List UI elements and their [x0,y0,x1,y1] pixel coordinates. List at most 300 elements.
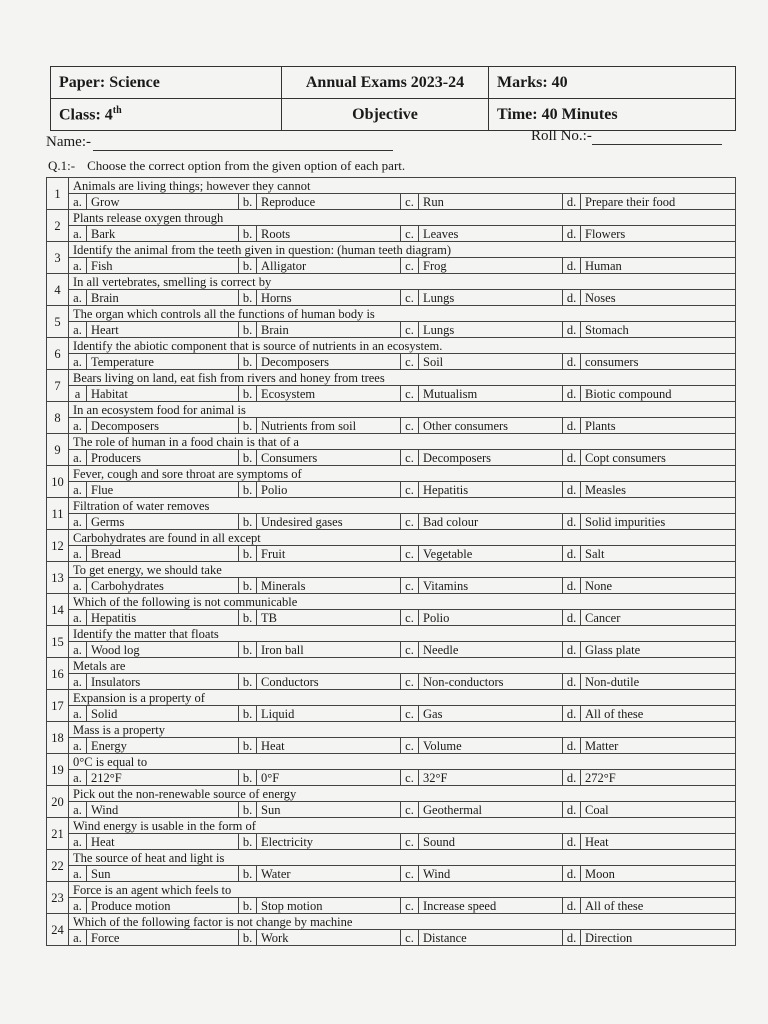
option-letter: b. [239,546,257,562]
question-row [47,466,736,482]
option-text[interactable]: Fruit [257,546,401,562]
option-text[interactable]: Human [581,258,736,274]
option-text[interactable]: Volume [419,738,563,754]
option-letter: a. [69,802,87,818]
option-letter: b. [239,898,257,914]
option-text[interactable]: Measles [581,482,736,498]
option-letter: b. [239,290,257,306]
question-text: To get energy, we should take [69,562,736,578]
option-letter: b. [239,930,257,946]
option-letter: b. [239,834,257,850]
options-row [47,418,736,434]
option-letter: c. [401,930,419,946]
option-letter: c. [401,706,419,722]
option-letter: c. [401,418,419,434]
option-letter: d. [563,354,581,370]
option-text[interactable]: Wind [419,866,563,882]
option-letter: b. [239,322,257,338]
options-row [47,610,736,626]
question-row [47,754,736,770]
exam-title: Annual Exams 2023-24 [282,67,489,99]
option-letter: c. [401,258,419,274]
option-text[interactable]: Producers [87,450,239,466]
option-text[interactable]: 32°F [419,770,563,786]
options-row [47,450,736,466]
option-letter: d. [563,706,581,722]
option-text[interactable]: Bad colour [419,514,563,530]
option-letter: d. [563,770,581,786]
option-letter: a. [69,866,87,882]
question-number: 21 [47,818,69,850]
option-letter: c. [401,642,419,658]
option-text[interactable]: Brain [87,290,239,306]
question-row [47,402,736,418]
option-text[interactable]: Insulators [87,674,239,690]
question-text: The organ which controls all the functions of human body is [69,306,736,322]
option-letter: d. [563,674,581,690]
option-letter: c. [401,546,419,562]
question-number: 7 [47,370,69,402]
instruction-text: Choose the correct option from the given option of each part. [87,158,406,173]
options-row [47,802,736,818]
option-letter: c. [401,770,419,786]
question-row [47,498,736,514]
options-row [47,194,736,210]
option-text[interactable]: Copt consumers [581,450,736,466]
options-row [47,930,736,946]
option-letter: d. [563,642,581,658]
mcq-table [46,177,736,946]
option-letter: d. [563,578,581,594]
option-letter: a. [69,290,87,306]
option-letter: b. [239,482,257,498]
option-text[interactable]: Undesired gases [257,514,401,530]
question-row [47,786,736,802]
option-text[interactable]: Brain [257,322,401,338]
question-number: 18 [47,722,69,754]
options-row [47,578,736,594]
question-text: Identify the abiotic component that is source of nutrients in an ecosystem. [69,338,736,354]
option-letter: c. [401,322,419,338]
question-text: Carbohydrates are found in all except [69,530,736,546]
option-text[interactable]: Decomposers [257,354,401,370]
option-letter: b. [239,802,257,818]
options-row [47,898,736,914]
question-number-label: Q.1:- [48,158,76,173]
option-text[interactable]: Sun [87,866,239,882]
question-text: Which of the following is not communicable [69,594,736,610]
option-text[interactable]: Energy [87,738,239,754]
option-letter: c. [401,834,419,850]
option-letter: d. [563,834,581,850]
option-text[interactable]: TB [257,610,401,626]
option-text[interactable]: Leaves [419,226,563,242]
question-row [47,274,736,290]
option-letter: b. [239,418,257,434]
option-letter: d. [563,898,581,914]
option-text[interactable]: Heart [87,322,239,338]
option-letter: a. [69,930,87,946]
option-text[interactable]: Force [87,930,239,946]
option-letter: b. [239,194,257,210]
question-row [47,818,736,834]
option-letter: d. [563,514,581,530]
option-letter: b. [239,386,257,402]
options-row [47,226,736,242]
option-text[interactable]: Polio [419,610,563,626]
option-text[interactable]: Reproduce [257,194,401,210]
option-letter: a. [69,578,87,594]
option-letter: a. [69,770,87,786]
option-letter: c. [401,802,419,818]
option-letter: d. [563,290,581,306]
option-letter: b. [239,738,257,754]
question-row [47,434,736,450]
option-letter: c. [401,290,419,306]
option-letter: d. [563,226,581,242]
option-text[interactable]: Other consumers [419,418,563,434]
option-text[interactable]: Vitamins [419,578,563,594]
question-number: 1 [47,178,69,210]
question-text: In all vertebrates, smelling is correct by [69,274,736,290]
question-number: 17 [47,690,69,722]
option-letter: b. [239,578,257,594]
options-row [47,642,736,658]
option-letter: a. [69,354,87,370]
question-text: Plants release oxygen through [69,210,736,226]
question-row [47,594,736,610]
question-text: Filtration of water removes [69,498,736,514]
option-text[interactable]: Conductors [257,674,401,690]
question-row [47,626,736,642]
option-text[interactable]: Lungs [419,322,563,338]
option-letter: c. [401,738,419,754]
option-letter: d. [563,258,581,274]
question-number: 8 [47,402,69,434]
option-letter: a. [69,322,87,338]
name-field [46,134,393,151]
option-text[interactable]: Alligator [257,258,401,274]
option-text[interactable]: Bark [87,226,239,242]
option-letter: d. [563,418,581,434]
question-instruction [48,158,405,174]
option-text[interactable]: Needle [419,642,563,658]
question-row [47,338,736,354]
question-text: Mass is a property [69,722,736,738]
option-text[interactable]: Soil [419,354,563,370]
option-text[interactable]: Horns [257,290,401,306]
option-text[interactable]: Direction [581,930,736,946]
option-text[interactable]: Sun [257,802,401,818]
option-letter: d. [563,322,581,338]
option-text[interactable]: Geothermal [419,802,563,818]
question-text: Bears living on land, eat fish from rivers and honey from trees [69,370,736,386]
question-text: Which of the following factor is not change by machine [69,914,736,930]
question-text: Metals are [69,658,736,674]
options-row [47,834,736,850]
question-number: 19 [47,754,69,786]
options-row [47,258,736,274]
option-text[interactable]: Germs [87,514,239,530]
option-letter: c. [401,674,419,690]
option-text[interactable]: Stomach [581,322,736,338]
options-row [47,546,736,562]
option-text[interactable]: Carbohydrates [87,578,239,594]
option-text[interactable]: Mutualism [419,386,563,402]
option-text[interactable]: Increase speed [419,898,563,914]
option-letter: a. [69,610,87,626]
question-number: 20 [47,786,69,818]
roll-blank[interactable] [592,144,722,145]
question-row [47,722,736,738]
option-letter: d. [563,482,581,498]
option-text[interactable]: Nutrients from soil [257,418,401,434]
question-row [47,242,736,258]
option-text[interactable]: Wood log [87,642,239,658]
option-text[interactable]: Hepatitis [87,610,239,626]
question-text: 0°C is equal to [69,754,736,770]
question-number: 5 [47,306,69,338]
option-text[interactable]: Water [257,866,401,882]
option-letter: d. [563,802,581,818]
option-letter: a. [69,738,87,754]
question-number: 23 [47,882,69,914]
option-letter: b. [239,514,257,530]
option-text[interactable]: Glass plate [581,642,736,658]
question-row [47,914,736,930]
option-text[interactable]: Ecosystem [257,386,401,402]
option-text[interactable]: Electricity [257,834,401,850]
options-row [47,290,736,306]
option-text[interactable]: Noses [581,290,736,306]
option-letter: b. [239,642,257,658]
question-row [47,306,736,322]
question-text: Wind energy is usable in the form of [69,818,736,834]
question-row [47,530,736,546]
option-text[interactable]: None [581,578,736,594]
paper-subject: Paper: Science [51,67,282,99]
option-letter: a. [69,898,87,914]
option-letter: a. [69,706,87,722]
option-text[interactable]: Run [419,194,563,210]
option-text[interactable]: Frog [419,258,563,274]
option-text[interactable]: All of these [581,706,736,722]
option-text[interactable]: Solid impurities [581,514,736,530]
option-text[interactable]: Lungs [419,290,563,306]
option-letter: b. [239,258,257,274]
option-letter: b. [239,674,257,690]
option-letter: a. [69,546,87,562]
question-text: Animals are living things; however they cannot [69,178,736,194]
option-text[interactable]: Decomposers [419,450,563,466]
question-text: The role of human in a food chain is that of a [69,434,736,450]
option-text[interactable]: Prepare their food [581,194,736,210]
option-letter: b. [239,354,257,370]
option-text[interactable]: consumers [581,354,736,370]
option-text[interactable]: Iron ball [257,642,401,658]
class-level: Class: 4th [51,99,282,131]
question-row [47,658,736,674]
option-letter: b. [239,866,257,882]
options-row [47,482,736,498]
options-row [47,514,736,530]
option-text[interactable]: Habitat [87,386,239,402]
question-number: 10 [47,466,69,498]
option-text[interactable]: 272°F [581,770,736,786]
option-text[interactable]: Moon [581,866,736,882]
option-letter: d. [563,738,581,754]
option-letter: c. [401,866,419,882]
option-letter: a. [69,834,87,850]
roll-number-field [531,128,722,145]
option-letter: d. [563,866,581,882]
paper-type: Objective [282,99,489,131]
option-text[interactable]: Flowers [581,226,736,242]
question-number: 12 [47,530,69,562]
time-allowed: Time: 40 Minutes [489,99,736,131]
options-row [47,770,736,786]
question-number: 14 [47,594,69,626]
question-number: 3 [47,242,69,274]
option-text[interactable]: Bread [87,546,239,562]
question-number: 9 [47,434,69,466]
options-row [47,322,736,338]
option-text[interactable]: Plants [581,418,736,434]
option-letter: b. [239,610,257,626]
option-letter: c. [401,898,419,914]
option-text[interactable]: Produce motion [87,898,239,914]
name-label: Name:- [46,134,91,150]
options-row [47,386,736,402]
question-number: 13 [47,562,69,594]
option-text[interactable]: Fish [87,258,239,274]
option-text[interactable]: Polio [257,482,401,498]
question-row [47,210,736,226]
question-number: 2 [47,210,69,242]
question-text: Force is an agent which feels to [69,882,736,898]
option-letter: a. [69,194,87,210]
option-text[interactable]: Distance [419,930,563,946]
question-number: 11 [47,498,69,530]
question-number: 15 [47,626,69,658]
option-letter: b. [239,706,257,722]
option-letter: d. [563,546,581,562]
option-text[interactable]: Coal [581,802,736,818]
option-text[interactable]: Consumers [257,450,401,466]
option-letter: c. [401,514,419,530]
question-text: Pick out the non-renewable source of energy [69,786,736,802]
option-text[interactable]: All of these [581,898,736,914]
question-row [47,850,736,866]
question-row [47,562,736,578]
option-text[interactable]: Stop motion [257,898,401,914]
option-text[interactable]: Cancer [581,610,736,626]
question-row [47,882,736,898]
option-letter: a. [69,450,87,466]
option-text[interactable]: Heat [257,738,401,754]
roll-label: Roll No.:- [531,128,592,144]
option-text[interactable]: 0°F [257,770,401,786]
option-text[interactable]: Decomposers [87,418,239,434]
option-letter: d. [563,386,581,402]
option-text[interactable]: Heat [87,834,239,850]
option-letter: d. [563,450,581,466]
option-text[interactable]: Matter [581,738,736,754]
question-row [47,690,736,706]
option-letter: c. [401,194,419,210]
option-text[interactable]: Biotic compound [581,386,736,402]
options-row [47,738,736,754]
options-row [47,866,736,882]
option-letter: d. [563,610,581,626]
option-letter: a. [69,418,87,434]
option-text[interactable]: Wind [87,802,239,818]
option-letter: c. [401,450,419,466]
option-text[interactable]: Grow [87,194,239,210]
option-letter: a [69,386,87,402]
question-number: 16 [47,658,69,690]
options-row [47,706,736,722]
question-text: Identify the animal from the teeth given in question: (human teeth diagram) [69,242,736,258]
option-text[interactable]: Solid [87,706,239,722]
option-letter: c. [401,386,419,402]
option-text[interactable]: Hepatitis [419,482,563,498]
question-row [47,370,736,386]
options-row [47,354,736,370]
question-number: 6 [47,338,69,370]
option-letter: b. [239,226,257,242]
question-text: Fever, cough and sore throat are symptoms of [69,466,736,482]
option-text[interactable]: Gas [419,706,563,722]
question-number: 24 [47,914,69,946]
option-letter: b. [239,450,257,466]
option-letter: c. [401,226,419,242]
option-letter: a. [69,674,87,690]
option-letter: b. [239,770,257,786]
option-text[interactable]: Non-conductors [419,674,563,690]
option-letter: a. [69,258,87,274]
option-letter: c. [401,578,419,594]
question-text: Identify the matter that floats [69,626,736,642]
question-text: The source of heat and light is [69,850,736,866]
question-text: Expansion is a property of [69,690,736,706]
option-text[interactable]: Heat [581,834,736,850]
option-letter: a. [69,514,87,530]
option-letter: c. [401,354,419,370]
option-text[interactable]: Roots [257,226,401,242]
option-letter: a. [69,642,87,658]
option-text[interactable]: Flue [87,482,239,498]
option-text[interactable]: 212°F [87,770,239,786]
option-letter: a. [69,482,87,498]
total-marks: Marks: 40 [489,67,736,99]
option-text[interactable]: Salt [581,546,736,562]
name-blank[interactable] [93,150,393,151]
option-letter: c. [401,482,419,498]
option-text[interactable]: Sound [419,834,563,850]
question-number: 22 [47,850,69,882]
exam-header-table [50,66,736,131]
option-text[interactable]: Minerals [257,578,401,594]
option-text[interactable]: Temperature [87,354,239,370]
option-text[interactable]: Non-dutile [581,674,736,690]
option-text[interactable]: Vegetable [419,546,563,562]
question-number: 4 [47,274,69,306]
options-row [47,674,736,690]
option-letter: c. [401,610,419,626]
option-text[interactable]: Work [257,930,401,946]
option-text[interactable]: Liquid [257,706,401,722]
